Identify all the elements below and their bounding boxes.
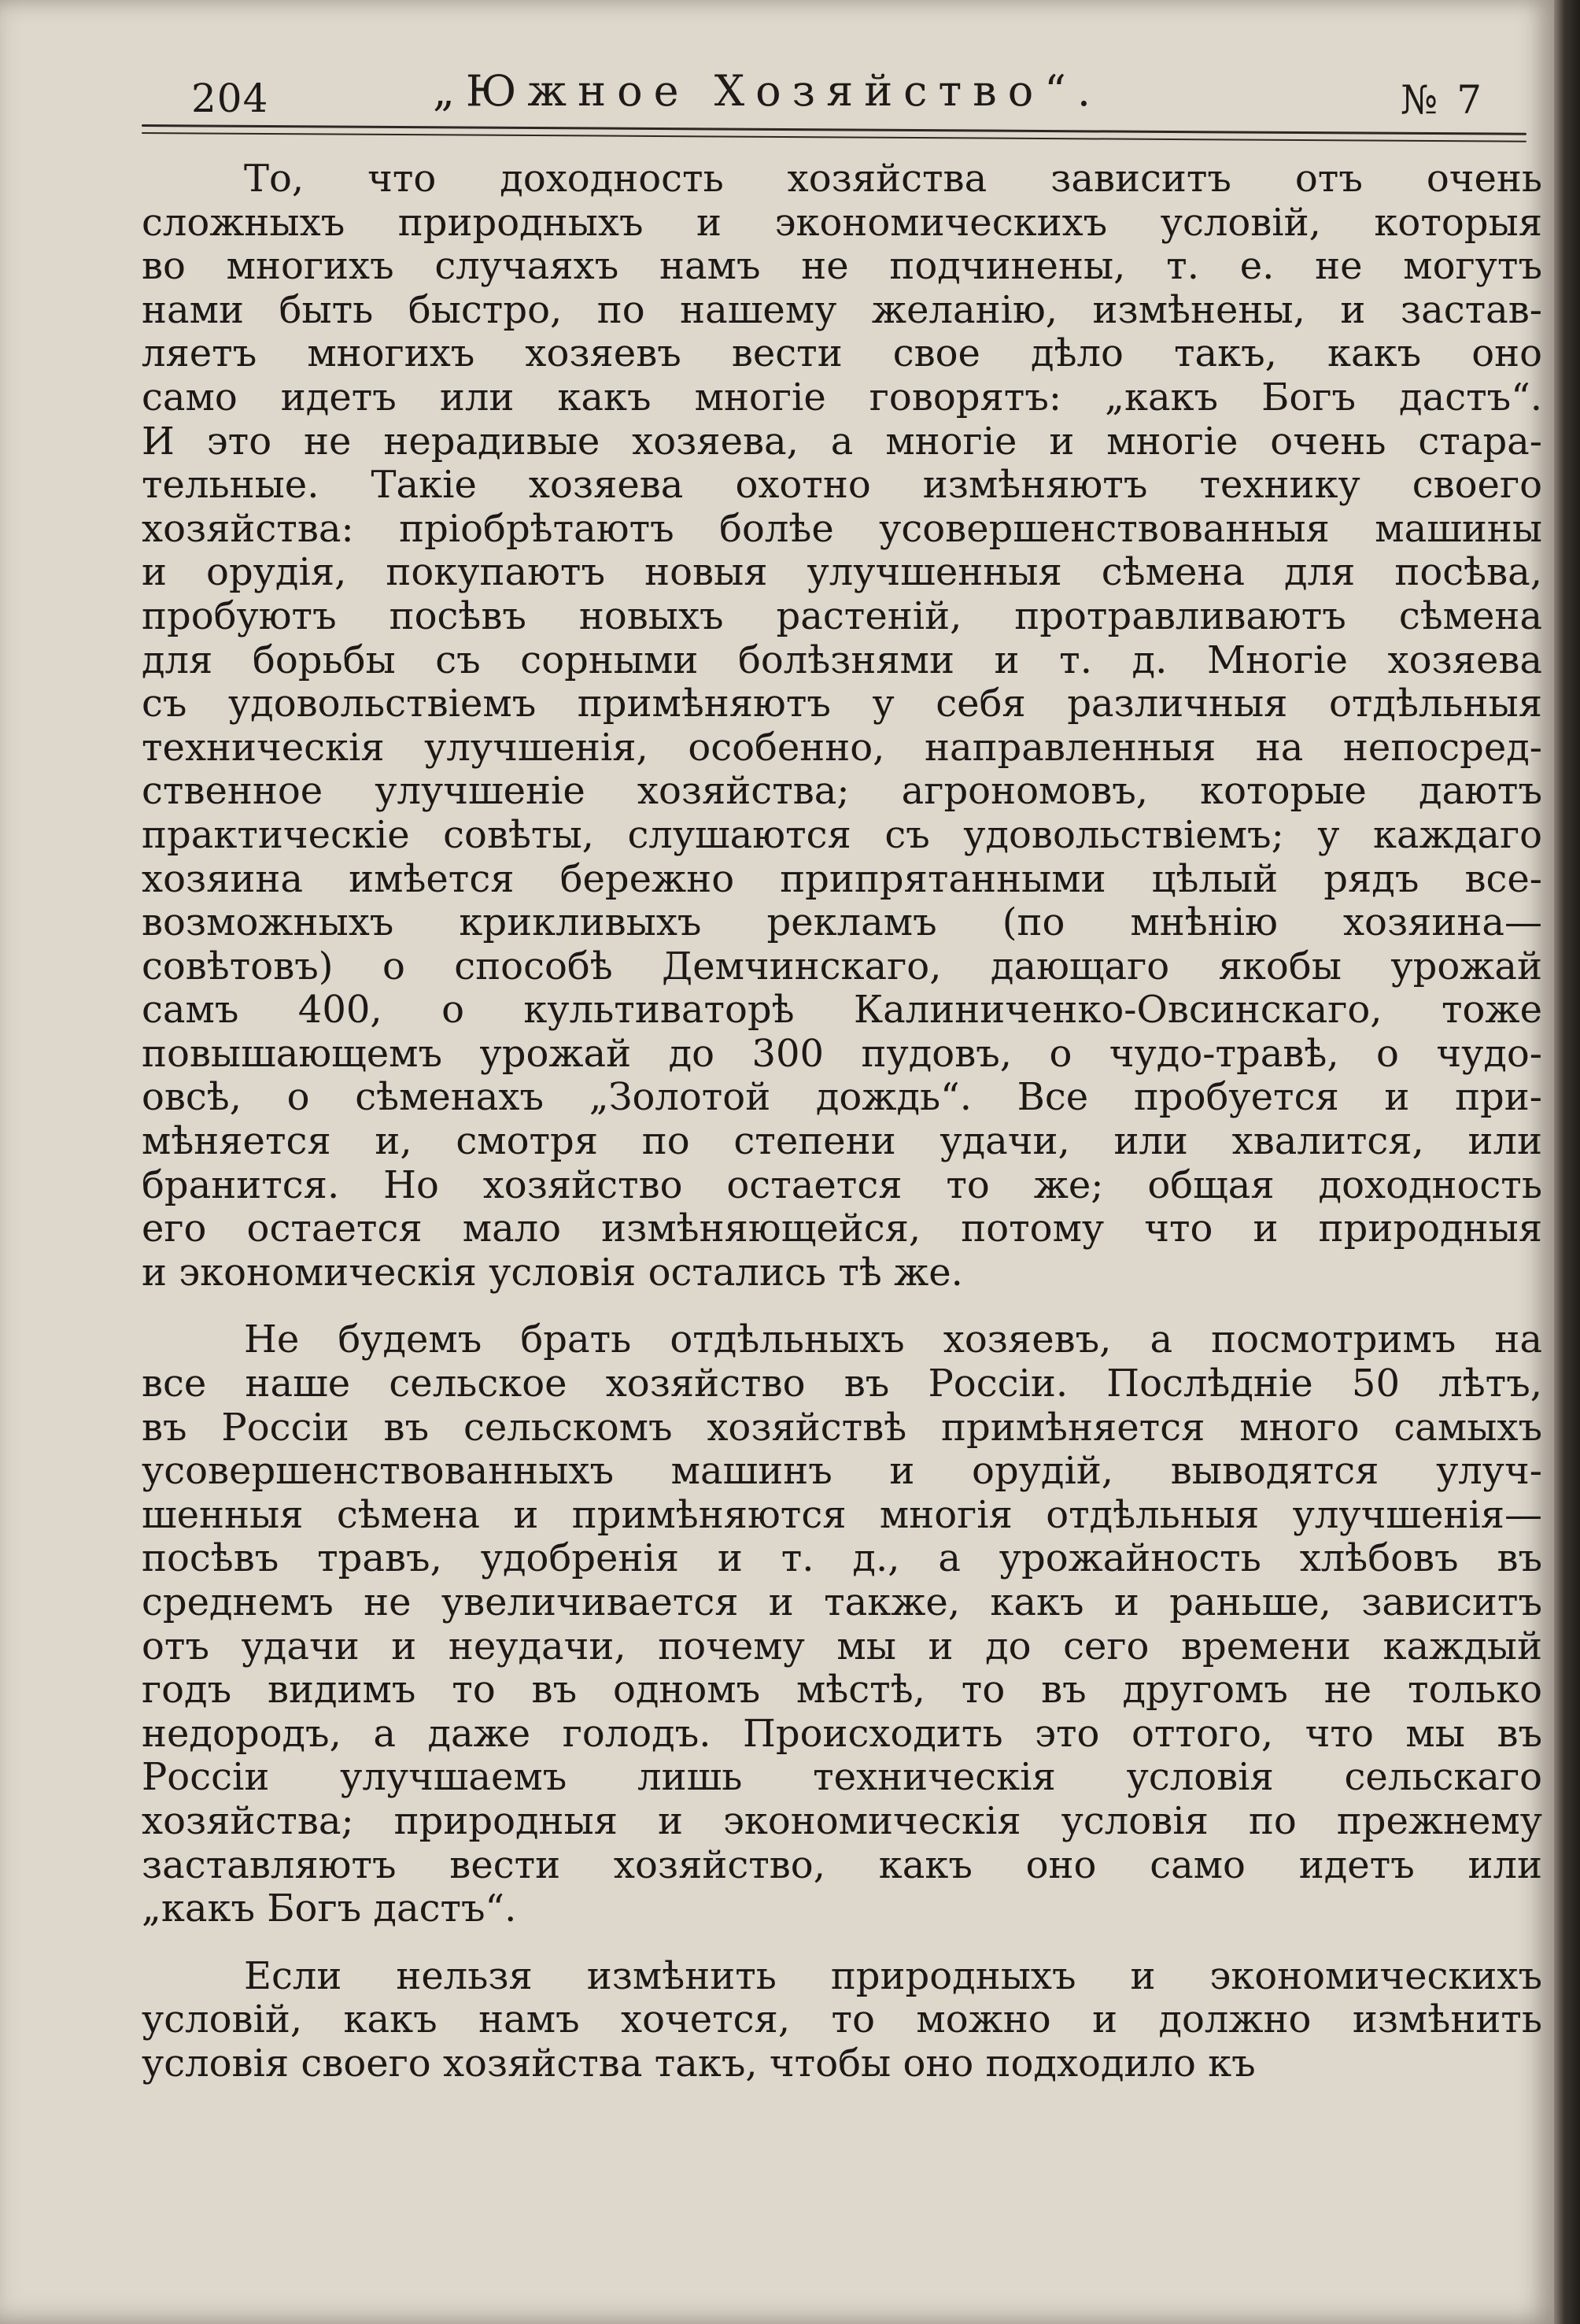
- text-line: его остается мало измѣняющейся, потому что и природныя: [142, 1206, 1542, 1251]
- text-line: Если нельзя измѣнить природныхъ и экономическихъ: [244, 1953, 1542, 1998]
- text-line: сложныхъ природныхъ и экономическихъ условій, которыя: [142, 200, 1542, 245]
- text-line: нами быть быстро, по нашему желанію, измѣнены, и застав-: [142, 287, 1542, 332]
- text-line: шенныя сѣмена и примѣняются многія отдѣльныя улучшенія—: [142, 1492, 1542, 1537]
- journal-title: „Южное Хозяйство“.: [433, 66, 1102, 116]
- text-line: И это не нерадивые хозяева, а многіе и многіе очень стара-: [142, 419, 1542, 464]
- text-line: овсѣ, о сѣменахъ „Золотой дождь“. Все пробуется и при-: [142, 1075, 1542, 1120]
- text-line: повышающемъ урожай до 300 пудовъ, о чудо-травѣ, о чудо-: [142, 1031, 1542, 1076]
- text-line: и экономическія условія остались тѣ же.: [142, 1250, 963, 1295]
- text-line: ственное улучшеніе хозяйства; агрономовъ, которые даютъ: [142, 769, 1542, 814]
- text-line: заставляютъ вести хозяйство, какъ оно само идетъ или: [142, 1842, 1542, 1887]
- text-line: усовершенствованныхъ машинъ и орудій, выводятся улуч-: [142, 1449, 1542, 1494]
- text-line: годъ видимъ то въ одномъ мѣстѣ, то въ другомъ не только: [142, 1668, 1542, 1713]
- text-line: недородъ, а даже голодъ. Происходить это оттого, что мы въ: [142, 1711, 1542, 1756]
- text-line: для борьбы съ сорными болѣзнями и т. д. Многіе хозяева: [142, 637, 1542, 682]
- text-line: практическіе совѣты, слушаются съ удовольствіемъ; у каждаго: [142, 812, 1542, 857]
- text-line: Россіи улучшаемъ лишь техническія условія сельскаго: [142, 1755, 1542, 1800]
- text-line: совѣтовъ) о способѣ Демчинскаго, дающаго якобы урожай: [142, 944, 1542, 988]
- paragraph: [142, 1318, 1542, 1931]
- text-line: среднемъ не увеличивается и также, какъ и раньше, зависитъ: [142, 1580, 1542, 1624]
- text-line: тельные. Такіе хозяева охотно измѣняютъ технику своего: [142, 463, 1542, 508]
- text-line: мѣняется и, смотря по степени удачи, или хвалится, или: [142, 1119, 1542, 1164]
- issue-number: № 7: [1401, 77, 1486, 123]
- paragraph: [142, 157, 1542, 1295]
- text-line: бранится. Но хозяйство остается то же; общая доходность: [142, 1162, 1542, 1207]
- text-line: возможныхъ крикливыхъ рекламъ (по мнѣнію хозяина—: [142, 900, 1542, 945]
- text-line: условій, какъ намъ хочется, то можно и должно измѣнить: [142, 1997, 1542, 2042]
- text-line: въ Россіи въ сельскомъ хозяйствѣ примѣняется много самыхъ: [142, 1405, 1542, 1450]
- text-line: съ удовольствіемъ примѣняютъ у себя различныя отдѣльныя: [142, 682, 1542, 726]
- text-line: самъ 400, о культиваторѣ Калиниченко-Овсинскаго, тоже: [142, 988, 1542, 1033]
- page-edge: [1554, 0, 1580, 2324]
- page-number: 204: [191, 76, 269, 121]
- text-line: пробуютъ посѣвъ новыхъ растеній, протравливаютъ сѣмена: [142, 593, 1542, 638]
- text-line: Не будемъ брать отдѣльныхъ хозяевъ, а посмотримъ на: [244, 1317, 1542, 1362]
- paragraph-gap: [142, 1931, 1542, 1955]
- text-line: во многихъ случаяхъ намъ не подчинены, т. е. не могутъ: [142, 244, 1542, 289]
- text-line: „какъ Богъ дастъ“.: [142, 1886, 517, 1931]
- text-line: техническія улучшенія, особенно, направленныя на непосред-: [142, 725, 1542, 770]
- text-line: условія своего хозяйства такъ, чтобы оно подходило къ: [142, 2041, 1256, 2086]
- text-line: отъ удачи и неудачи, почему мы и до сего времени каждый: [142, 1624, 1542, 1668]
- text-line: хозяина имѣется бережно припрятанными цѣлый рядъ все-: [142, 856, 1542, 901]
- text-line: То, что доходность хозяйства зависитъ отъ очень: [244, 157, 1542, 201]
- text-line: и орудія, покупаютъ новыя улучшенныя сѣмена для посѣва,: [142, 550, 1542, 595]
- text-line: само идетъ или какъ многіе говорятъ: „какъ Богъ дастъ“.: [142, 375, 1542, 419]
- text-line: все наше сельское хозяйство въ Россіи. Послѣдніе 50 лѣтъ,: [142, 1362, 1542, 1406]
- text-line: ляетъ многихъ хозяевъ вести свое дѣло такъ, какъ оно: [142, 331, 1542, 376]
- text-line: посѣвъ травъ, удобренія и т. д., а урожайность хлѣбовъ въ: [142, 1536, 1542, 1581]
- text-line: хозяйства: пріобрѣтаютъ болѣе усовершенствованныя машины: [142, 506, 1542, 551]
- paragraph: [142, 1955, 1542, 2086]
- running-header: [138, 49, 1530, 123]
- paragraph-gap: [142, 1295, 1542, 1318]
- text-line: хозяйства; природныя и экономическія условія по прежнему: [142, 1798, 1542, 1843]
- body-text: [142, 157, 1542, 2086]
